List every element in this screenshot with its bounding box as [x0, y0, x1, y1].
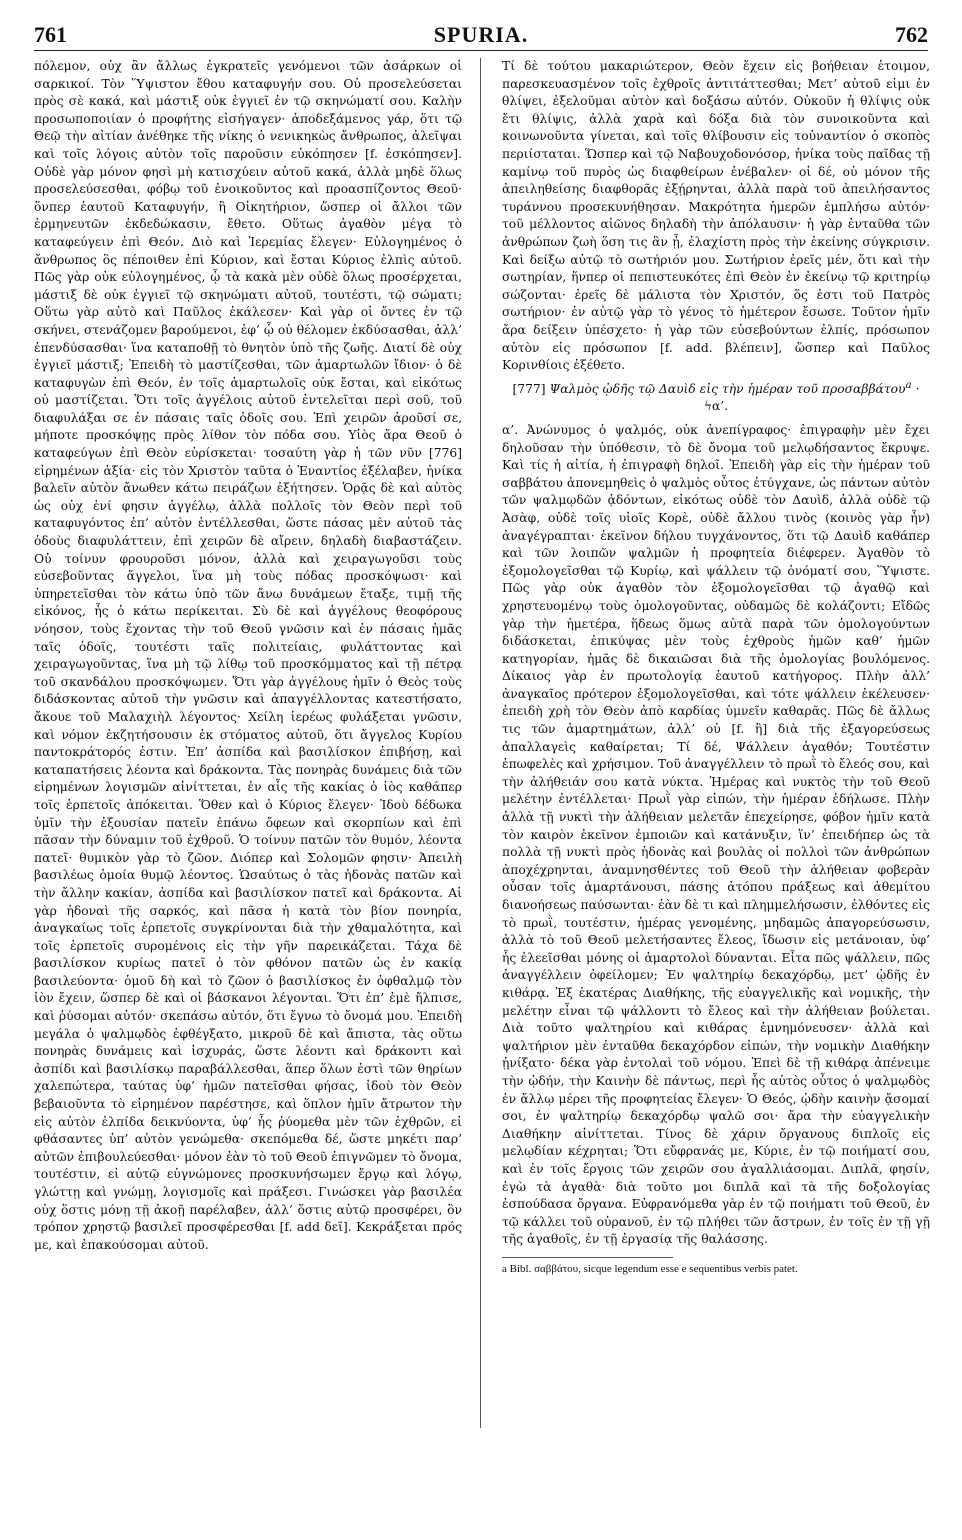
psalm-heading	[502, 377, 930, 416]
right-column-text-continued: α’. Ἀνώνυμος ὁ ψαλμός, οὐκ ἀνεπίγραφος· ἐπιγραφὴν μὲν ἔχει δηλοῦσαν τὴν ὑπόθεσιν, τὸ δὲ ὄνομα τοῦ μελῳδήσαντος ἔκρυψε. Καὶ τίς ἡ αἰτία, ἡ ἐπιγραφὴ δηλοῖ. Ἐπειδὴ γὰρ εἰς τὴν ἡμέραν τοῦ σαββάτου ἀπονεμηθεὶς ὁ ψαλμὸς οὗτος ἐτύγχανε, ὡς πάντων αὐτὸν τῶν ψαλμῳδῶν ᾀδόντων, εἰκότως οὐδὲ τὸν Δαυὶδ, ἀλλὰ οὐδὲ τῷ Ἀσὰφ, οὐδὲ τοῖς υἱοῖς Κορὲ, οὐδὲ ἄλλου τινὸς (κοινὸς γὰρ ἦν) ἀναγέγραπται· ἐκεῖνον δήλου τυγχάνοντος, ὅτι τῷ Δαυὶδ καθάπερ καὶ τῶν λοιπῶν ψαλμῶν ἡ προφητεία διέφερεν. Ἀγαθὸν τὸ ἐξομολογεῖσθαι τῷ Κυρίῳ, καὶ ψάλλειν τῷ ὀνόματί σου, Ὕψιστε. Πῶς γὰρ οὐκ ἀγαθὸν τὸν ἐξομολογεῖσθαι τῷ ἀγαθῷ καὶ χρηστευομένῳ τοὺς ὁμολογοῦντας, οὐδαμῶς δὲ κολάζοντι; Εἴδῶς γὰρ τὴν ἡμετέρα, ἥδεως ὅμως αὐτὰ παρὰ τῶν ὁμολογούντων διδάσκεται, ἐπικύψας μὲν τοὺς ἐχθροὺς ἡμῶν καθ’ ἡμῶν κατηγορίαν, ἡμᾶς δὲ δικαιῶσαι διὰ τῆς ὁμολογίας βουλόμενος. Δίκαιος γὰρ ἐν πρωτολογίᾳ ἑαυτοῦ κατήγορος. Πλὴν ἀλλ’ ἀναγκαῖος πρότερον ἐξομολογεῖσθαι, καὶ τότε ψάλλειν ἐκέλευσεν· ἐπειδὴ χρὴ τὸν Θεὸν ἀπὸ καρδίας ὑμνεῖν καθαρᾶς. Πῶς δὲ ἄλλως τις τῶν ἁμαρτημάτων, ἀλλ’ οὐ [f. ἢ] διὰ τῆς ἐξαγορεύσεως ἀπαλλαγεὶς καθαίρεται; Τί δέ, Ψάλλειν ἀγαθόν; Τουτέστιν ἐπωφελὲς καὶ χρήσιμον. Τοῦ ἀναγγέλλειν τὸ πρωῒ τὸ ἔλεός σου, καὶ τὴν ἀλήθειάν σου κατὰ νύκτα. Ἡμέρας καὶ νυκτὸς τὴν τοῦ Θεοῦ μελέτην ἐντέλλεται· Πρωῒ γὰρ εἰπών, τὴν ἡμέραν ἐδήλωσε. Πλὴν ἀλλὰ τῇ νυκτὶ τὴν ἀλήθειαν μελετᾶν ἐπεχείρησε, φόβον ἡμῖν κατὰ τὸν καιρὸν ἐκεῖνον ἐμποιῶν καὶ κατάνυξιν, ἵν’ ἐπειδήπερ ὡς τὰ πολλὰ τῇ νυκτὶ πρὸς ἡδονὰς καὶ βουλὰς οἱ πολλοὶ τῶν ἀνθρώπων ἀποχέχρηνται, ἀναμνησθέντες τοῦ Θεοῦ τὴν ἀλήθειαν φοβερὰν οὖσαν τοῖς ἁμαρτάνουσι, πάσης ἀτόπου πράξεως καὶ ἀθεμίτου διανοήσεως παύσωνται· ἐὰν δὲ τι καὶ πλημμελήσωσιν, ἐλθόντες εἰς τὸ πρωῒ, τουτέστιν, ἡμέρας γενομένης, μηδαμῶς ἀπαγορεύσωσιν, ἀλλὰ τὸ τοῦ Θεοῦ μελετήσαντες ἔλεος, ἴδωσιν εἰς μετάνοιαν, ὑφ’ ἧς ἐλεεῖσθαι μόνης οἱ ἁμαρτολοὶ δύνανται. Εἶτα πῶς ψάλλειν, πῶς ἀναγγέλλειν ὀφείλομεν; Ἐν ψαλτηρίῳ δεκαχόρδῳ, μετ’ ᾠδῆς ἐν κιθάρᾳ. Ἐξ ἑκατέρας Διαθήκης, τῆς εὐαγγελικῆς καὶ νομικῆς, τὴν μελέτην εἶναι τῷ ψάλλοντι τὸ ἔλεος καὶ τὴν ἀλήθειαν βούλεται. Διὰ τοῦτο ψαλτηρίου καὶ κιθάρας ἐμνημόνευσεν· ἀλλὰ καὶ ψαλτήριον μὲν ἐνταῦθα δεκαχόρδον εἰπών, τὴν νομικὴν Διαθήκην ᾐνίξατο· δέκα γὰρ ἐντολαὶ τοῦ νόμου. Ἐπεὶ δὲ τῇ κιθάρᾳ ἀπένειμε τὴν ᾠδήν, τὴν Καινὴν δὲ πάντως, περὶ ἧς αὐτὸς οὗτος ὁ ψαλμῳδὸς ἐν ἄλλῳ μέρει τῆς προφητείας ἔλεγεν· Ὁ Θεός, ᾠδὴν καινὴν ᾄσομαί σοι, ἐν ψαλτηρίῳ δεκαχόρδῳ ψαλῶ σοι· ἄρα τὴν εὐαγγελικὴν Διαθήκην αἰνίττεται. Τίνος δὲ χάριν ὄργανους διπλοῖς εἰς μελῳδίαν κέχρηται; Ὅτι εὔφρανάς με, Κύριε, ἐν τῷ ποιήματί σου, καὶ ἐν τοῖς ἔργοις τῶν χειρῶν σου ἀγαλλιάσομαι. Διπλᾶ, φησίν, ἐγὼ τὰ ἀγαθὰ· διὰ τοῦτο μοι διπλᾶ καὶ τὰ τῆς δοξολογίας ἐσπούδασα ὄργανα. Εὐφρανόμεθα γὰρ ἐν τῷ ποιήματι τοῦ Θεοῦ, ἐν τῷ κάλλει τοῦ οὐρανοῦ, ἐν τῷ πλήθει τῶν ἄστρων, ἐν τοῖς ἐν τῇ γῇ τῆς ἀγαθοῖς, ἐν τῇ ἐργασίᾳ τῆς θαλάσσης.	[502, 422, 930, 1247]
page-number-left: 761	[34, 22, 67, 47]
page-number-right: 762	[895, 22, 928, 47]
psalm-heading-roman: · ϟα’.	[703, 381, 920, 414]
footnote: a Bibl. σαββάτου, sicque legendum esse e sequentibus verbis patet.	[502, 1262, 798, 1275]
column-divider	[480, 58, 481, 1428]
psalm-heading-note: a	[905, 378, 912, 391]
right-column	[502, 58, 930, 1526]
right-column-text: Τί δὲ τούτου μακαριώτερον, Θεὸν ἔχειν εἰς βοήθειαν ἑτοιμον, παρεσκευασμένον τοῖς ἐχθροῖς ἀντιτάττεσθαι; Μετ’ αὐτοῦ εἰμι ἐν θλίψει, ἐξελοῦμαι αὐτὸν καὶ δοξάσω αὐτόν. Οὐκοῦν ἡ θλίψις οὐκ ἔτι θλίψις, ἀλλὰ χαρὰ καὶ δόξα διὰ τὸν συνοικοῦντα καὶ κοινωνοῦντα γίνεται, καὶ τοῖς θλίβουσιν εἰς τοὐναντίον ὁ σκοπὸς περιίσταται. Ὥσπερ καὶ τῷ Ναβουχοδονόσορ, ἡνίκα τοὺς παῖδας τῇ καμίνῳ τοῦ πυρὸς ὡς διαφθείρων ἐνέβαλεν· οἱ δέ, οὐ μόνον τῆς ἀπειληθείσης διαφθορᾶς ἐξῄρηνται, ἀλλὰ παρὰ τοῦ ἀπειλήσαντος τυράννου προσεκυνήθησαν. Μακρότητα ἡμερῶν ἐμπλήσω αὐτόν· τοῦ μέλλοντος αἰῶνος δηλαδὴ τὴν ἀπόλαυσιν· ἡ γὰρ ἐνταῦθα τῶν ἀνθρώπων ζωὴ ὅση τις ἂν ᾖ, ἐλαχίστη πρὸς τὴν ἐκείνης σύγκρισιν. Καὶ δείξω αὐτῷ τὸ σωτήριόν μου. Σωτήριον ἐρεῖς μέν, ὅτι καὶ τὴν σωτηρίαν, ἥνπερ οἱ πεπιστευκότες ἐπὶ Θεὸν ἐν ἐκείνῳ τῷ κριτηρίῳ σώζονται· ἐρεῖς δὲ μάλιστα τὸν Χριστόν, ὅς ἐστι τοῦ Πατρὸς σωτήριον· ἐν αὐτῷ γὰρ τὸ γένος τὸ ἡμέτερον ἔσωσε. Τοῦτον ἡμῖν ἄρα δείξειν ὑπέσχετο· ἡ γὰρ τῶν εὐσεβούντων ἐλπίς, πρόσωπον αὐτὸν εἰς πρόσωπον [f. add. βλέπειν], ὥσπερ καὶ Παῦλος Κορινθίοις ἐξέθετο.	[502, 59, 930, 373]
page-header	[34, 14, 928, 51]
left-column	[34, 58, 462, 1526]
running-title: SPURIA.	[433, 22, 529, 47]
footnote-rule	[502, 1257, 673, 1258]
psalm-heading-title: Ψαλμὸς ᾠδῆς τῷ Δαυὶδ εἰς τὴν ἡμέραν τοῦ προσαββάτου	[549, 381, 906, 396]
psalm-heading-number: [777]	[512, 381, 546, 396]
left-column-text: πόλεμον, οὐχ ἂν ἄλλως ἐγκρατεῖς γενόμενοι τῶν ἀσάρκων οἱ σαρκικοί. Τὸν Ὕψιστον ἔθου καταφυγήν σου. Οὐ προσελεύσεται πρὸς σὲ κακά, καὶ μάστιξ οὐκ ἐγγιεῖ ἐν τῷ σκηνώματί σου. Καλὴν προσωποποιίαν ὁ προφήτης εἰσήγαγεν· ἀποδεξάμενος γάρ, ὅτι τῷ Θεῷ τὴν αἰτίαν ἀνέθηκε τῆς νίκης ὁ νενικηκὼς ἄνθρωπος, ἀλεῖψαι καὶ τοῖς λόγοις αὐτὸν τοῖς παροῦσιν εὐκόπησεν [f. ἐσκόπησεν]. Οὐδὲ γὰρ μόνον φησὶ μὴ κατισχύειν αὐτοῦ κακά, ἀλλὰ μηδὲ ὅλως προσελεύσεσθαι, φόβῳ τοῦ ἐνοικοῦντος καὶ προασπίζοντος Θεοῦ· ὅνπερ ἑαυτοῦ Καταφυγήν, ἢ Οἰκητήριον, ὥσπερ οἱ ἄλλοι τῶν ἑρμηνευτῶν ἐκδεδώκασιν, ἔθετο. Οὕτως ἀγαθὸν μέγα τὸ καταφεύγειν ἐπὶ Θεόν. Διὸ καὶ Ἱερεμίας ἔλεγεν· Εὐλογημένος ὁ ἄνθρωπος ὃς πέποιθεν ἐπὶ Κύριον, καὶ ἔσται Κύριος ἐλπὶς αὐτοῦ. Πῶς γὰρ οὐκ εὐλογημένος, ᾧ τὰ κακὰ μὲν οὐδὲ ὅλως προσέρχεται, μάστιξ δὲ οὐκ ἐγγιεῖ τῷ σκηνώματι αὐτοῦ, τουτέστι, τῷ σώματι; Οὕτω γὰρ αὐτὸ καὶ Παῦλος ἐκάλεσεν· Καὶ γὰρ οἱ ὄντες ἐν τῷ σκήνει, στενάζομεν βαρούμενοι, ἐφ’ ᾧ οὐ θέλομεν ἐκδύσασθαι, ἀλλ’ ἐπενδύσασθαι· ἵνα καταποθῇ τὸ θνητὸν ὑπὸ τῆς ζωῆς. Διατί δὲ οὐχ ἐγγιεῖ μάστιξ; Ἐπειδὴ τὸ μαστίζεσθαι, τῶν ἁμαρτωλῶν ἴδιον· ὁ δὲ καταφυγὼν ἐπὶ Θεόν, ἐν τοῖς ἁμαρτωλοῖς οὐκ ἔσται, καὶ εἰκότως οὐ μαστίζεται. Ὅτι τοῖς ἀγγέλοις αὐτοῦ ἐντελεῖται περὶ σοῦ, τοῦ διαφυλάξαι σε ἐν πάσαις ταῖς ὁδοῖς σου. Ἐπὶ χειρῶν ἀροῦσί σε, μήποτε προσκόψῃς πρὸς λίθον τὸν πόδα σου. Υἱὸς ἄρα Θεοῦ ὁ καταφεύγων ἐπὶ Θεὸν εὑρίσκεται· τοσαύτη γὰρ ἡ τῶν νῦν [776] εἰρημένων ἀξία· εἰς τὸν Χριστὸν ταῦτα ὁ Ἐναντίος ἐξέλαβεν, ἡνίκα βαλεῖν αὐτὸν ἄνωθεν κάτω πειράζων ἐξήτησεν. Ὁρᾷς δὲ καὶ αὐτὸς ὡς οὐχ ἑνί φησιν ἀγγέλῳ, ἀλλὰ πολλοῖς τὸν Θεὸν περὶ τοῦ καταφυγόντος ἐπ’ αὐτὸν ἐντέλλεσθαι, ὥστε πάσας μὲν αὐτοῦ τὰς ὁδοὺς διαφυλάττειν, ἐπὶ χειρῶν δὲ αἴρειν, δηλαδὴ διαβαστάζειν. Οὐ τοίνυν φρουροῦσι μόνον, ἀλλὰ καὶ χειραγωγοῦσι τοὺς εὐσεβοῦντας ἄγγελοι, ἵνα μὴ τοὺς πόδας προσκόψωσι· καὶ ὑπηρετεῖσθαι τὸν κάτω ὑπὸ τῶν ἄνω δυνάμεων ἔταξε, τιμῇ τῆς εἰκόνος, ἧς ὁ κάτω περίκειται. Σὺ δὲ καὶ ἀγγέλους θεοφόρους νόησον, τοὺς ἔχοντας τὴν τοῦ Θεοῦ γνῶσιν καὶ ἐν πάσαις ἡμᾶς ταῖς ὁδοῖς, τουτέστι ταῖς πολιτείαις, φυλάττοντας καὶ χειραγωγοῦντας, ἵνα μὴ τῷ λίθῳ τοῦ προσκόμματος καὶ τῇ πέτρᾳ τοῦ σκανδάλου προσκόψωμεν. Ὅτι γὰρ ἀγγέλους ἡμῖν ὁ Θεὸς τοὺς διδάσκοντας αὐτοῦ τὴν γνῶσιν καὶ ἀπαγγέλλοντας κατεστήσατο, ἄκουε τοῦ Μαλαχιὴλ λέγοντος· Χείλη ἱερέως φυλάξεται γνῶσιν, καὶ νόμον ἐκζητήσουσιν ἐκ στόματος αὐτοῦ, ὅτι ἄγγελος Κυρίου παντοκράτορός ἐστιν. Ἐπ’ ἀσπίδα καὶ βασιλίσκον ἐπιβήσῃ, καὶ καταπατήσεις λέοντα καὶ δράκοντα. Τὰς πονηρὰς δυνάμεις διὰ τῶν εἰρημένων λογισμῶν αἰνίττεται, ἐν αἷς τῆς κακίας ὁ ἰὸς καθάπερ τοῖς ἑρπετοῖς ἀπόκειται. Ὅθεν καὶ ὁ Κύριος ἔλεγεν· Ἰδοὺ δέδωκα ὑμῖν τὴν ἐξουσίαν πατεῖν ἐπάνω ὄφεων καὶ σκορπίων καὶ ἐπὶ πᾶσαν τὴν δύναμιν τοῦ ἐχθροῦ. Ὁ τοίνυν πατῶν τὸν θυμόν, λέοντα πατεῖ· θυμικὸν γὰρ τὸ ζῶον. Διόπερ καὶ Σολομῶν φησιν· Ἀπειλὴ βασιλέως ὁμοία θυμῷ λέοντος. Ὡσαύτως ὁ τὰς ἡδονὰς πατῶν καὶ τὴν ἄλλην κακίαν, ἀσπίδα καὶ βασιλίσκον πατεῖ καὶ δράκοντα. Αἱ γὰρ ἡδοναὶ τῆς σαρκός, καὶ πᾶσα ἡ κατὰ τὸν βίον πονηρία, ἀναγκαίως τοῖς ἑρπετοῖς συγκρίνονται διὰ τὴν χθαμαλότητα, καὶ τοῖς ἑρπετοῖς συρομένοις εἰς τὴν γῆν παρεικάζεται. Τάχα δὲ βασιλίσκον κυρίως πατεῖ ὁ τὸν φθόνον πατῶν ὡς ἐν κακίᾳ βασιλεύοντα· ὁμοῦ δὴ καὶ τὸ ζῶον ὁ βασιλίσκος ἐν ὀφθαλμῷ τὸν ἰὸν ἔχειν, ὥσπερ δὲ καὶ οἱ βάσκανοι λέγονται. Ὅτι ἐπ’ ἐμὲ ἤλπισε, καὶ ῥύσομαι αὐτόν· σκεπάσω αὐτόν, ὅτι ἔγνω τὸ ὄνομά μου. Ἐπειδὴ μεγάλα ὁ ψαλμῳδὸς ἐφθέγξατο, μικροῦ δὲ καὶ ἄπιστα, τὰς οὕτω πονηρὰς δυνάμεις καὶ ἰσχυράς, ὥστε λέοντι καὶ δράκοντι καὶ ἀσπίδι καὶ βασιλίσκῳ παραβάλλεσθαι, ἅπερ ὅλων ἐστὶ τῶν θηρίων χαλεπώτερα, ταύτας ὑφ’ ἡμῶν πατεῖσθαι φήσας, ἰδοὺ τὸν Θεὸν βεβαιοῦντα τὸ εἰρημένον παρέστησε, καὶ ὅπλον ἡμῖν ἄτρωτον τὴν εἰς αὐτὸν ἐλπίδα δεικνύοντα, ὑφ’ ἧς ῥύομεθα μὲν τῶν ἐχθρῶν, εἰ φθάσαντες ὑπ’ αὐτὸν γενώμεθα· σκεπόμεθα δέ, ὥστε μηκέτι παρ’ αὐτῶν ἐπιβουλεύεσθαι· μόνον ἐὰν τὸ τοῦ Θεοῦ ἐπιγνῶμεν τὸ ὄνομα, τουτέστιν, εἰ αὐτῷ εὐγνώμονες προσκυνήσωμεν ἔργῳ καὶ λόγῳ, γλώττῃ καὶ γνώμῃ, λογισμοῖς καὶ πράξεσι. Γινώσκει γὰρ βασιλέα οὐχ ὅστις μόνῃ τῇ ἀκοῇ παρέλαβεν, ἀλλ’ ὅστις αὐτῷ προσφέρει, ὃν τρόπον χρηστῷ βασιλεῖ προσφέρεσθαι [f. add δεῖ]. Κεκράξεται πρός με, καὶ ἐπακούσομαι αὐτοῦ.	[34, 59, 462, 1252]
